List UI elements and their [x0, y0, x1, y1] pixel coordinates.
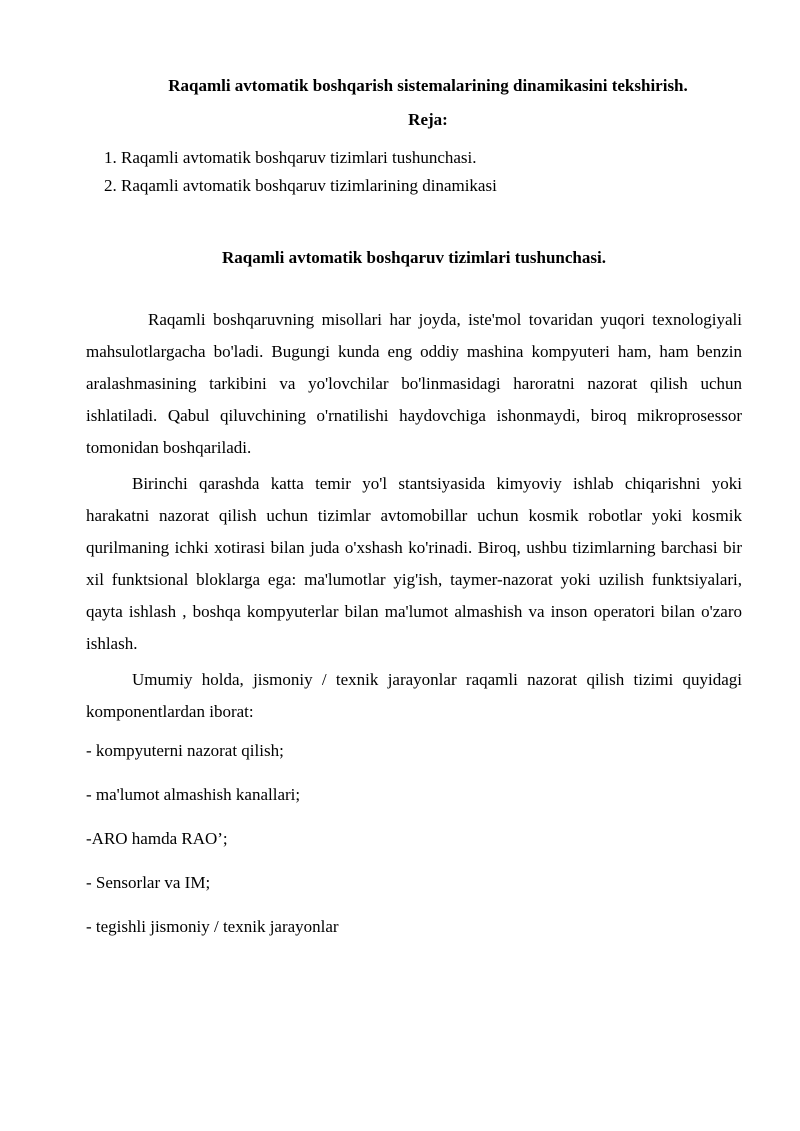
plan-item: 1. Raqamli avtomatik boshqaruv tizimlari tushunchasi. [104, 148, 477, 167]
document-page [86, 74, 742, 938]
body-paragraph: Raqamli boshqaruvning misollari har joyda, iste'mol tovaridan yuqori texnologiyali mahsulotlargacha bo'ladi. Bugungi kunda eng oddiy mashina kompyuteri ham, ham benzin aralashmasining tarkibini va yo'lovchilar bo'linmasidagi haroratni nazorat qilish uchun ishlatiladi. Qabul qiluvchining o'rnatilishi haydovchiga ishonmaydi, biroq mikroprosessor tomonidan boshqariladi. [86, 310, 742, 457]
list-item: - tegishli jismoniy / texnik jarayonlar [86, 917, 339, 936]
section-heading: Raqamli avtomatik boshqaruv tizimlari tushunchasi. [222, 248, 606, 267]
list-item: - ma'lumot almashish kanallari; [86, 785, 301, 804]
plan-list [86, 144, 742, 200]
body-paragraph: Umumiy holda, jismoniy / texnik jarayonlar raqamli nazorat qilish tizimi quyidagi komponentlardan iborat: [86, 670, 742, 721]
list-item: -ARO hamda RAO’; [86, 829, 228, 848]
plan-item: 2. Raqamli avtomatik boshqaruv tizimlarining dinamikasi [104, 176, 497, 195]
document-title: Raqamli avtomatik boshqarish sistemalarining dinamikasini tekshirish. [168, 76, 688, 95]
component-list [86, 740, 742, 938]
plan-heading: Reja: [408, 110, 448, 129]
list-item: - Sensorlar va IM; [86, 873, 211, 892]
list-item: - kompyuterni nazorat qilish; [86, 741, 284, 760]
body-paragraph: Birinchi qarashda katta temir yo'l stantsiyasida kimyoviy ishlab chiqarishni yoki harakatni nazorat qilish uchun tizimlar avtomobillar uchun kosmik robotlar yoki kosmik qurilmaning ichki xotirasi bilan juda o'xshash ko'rinadi. Biroq, ushbu tizimlarning barchasi bir xil funktsional bloklarga ega: ma'lumotlar yig'ish, taymer-nazorat yoki uzilish funktsiyalari, qayta ishlash , boshqa kompyuterlar bilan ma'lumot almashish va inson operatori bilan o'zaro ishlash. [86, 474, 742, 653]
